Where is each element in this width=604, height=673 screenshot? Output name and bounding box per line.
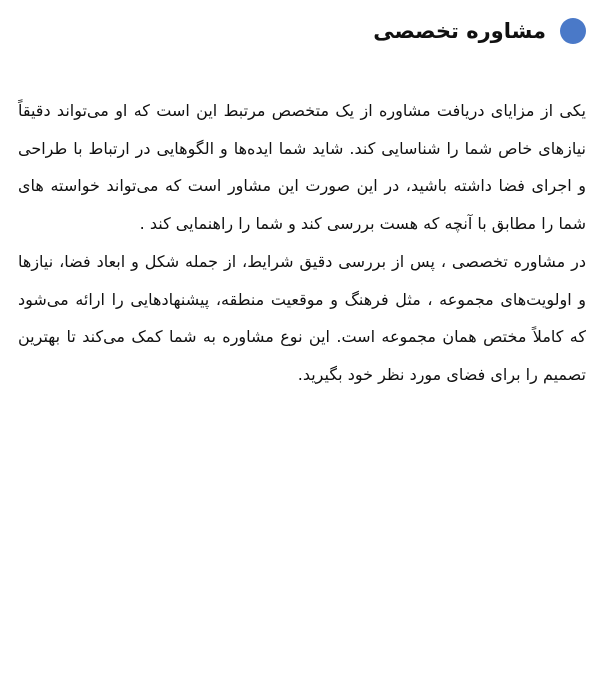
circle-bullet-icon bbox=[560, 18, 586, 44]
section-header bbox=[18, 14, 586, 48]
paragraph-2: در مشاوره تخصصی ، پس از بررسی دقیق شرایط، از جمله شکل و ابعاد فضا، نیازها و اولویت‌های مجموعه ، مثل فرهنگ و موقعیت منطقه، پیشنهادهایی را ارائه می‌شود که کاملاً مختص همان مجموعه است. این نوع مشاوره به شما کمک می‌کند تا بهترین تصمیم را برای فضای مورد نظر خود بگیرید. bbox=[18, 251, 586, 384]
article-body bbox=[18, 92, 586, 394]
section-title: مشاوره تخصصی bbox=[373, 19, 546, 43]
paragraph-1: یکی از مزایای دریافت مشاوره از یک متخصص مرتبط این است که او می‌تواند دقیقاً نیازهای خاص شما را شناسایی کند. شاید شما ایده‌ها و الگوهایی در ارتباط با طراحی و اجرای فضا داشته باشید، در این صورت این مشاور است که می‌تواند خواسته های شما را مطابق با آنچه که هست بررسی کند و شما را راهنمایی کند . bbox=[18, 101, 586, 234]
